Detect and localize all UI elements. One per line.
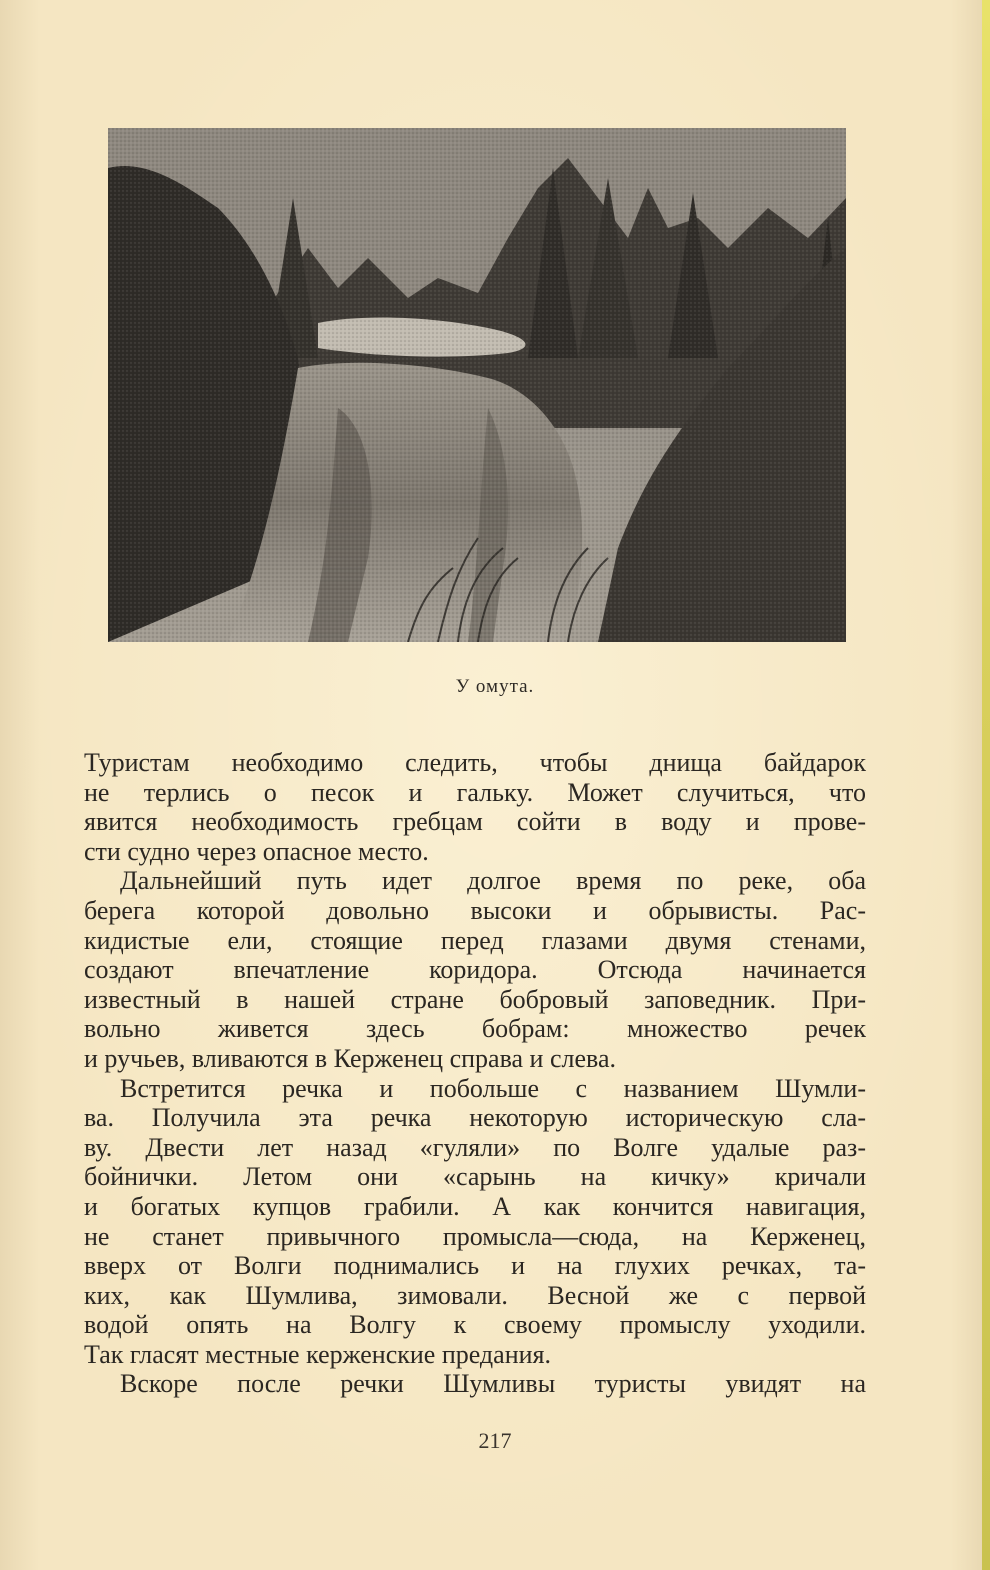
text-line: и ручьев, вливаются в Керженец справа и слева.: [84, 1043, 616, 1073]
text-line: Дальнейший путь идет долгое время по реке, оба: [120, 866, 866, 896]
river-photo: [108, 128, 846, 642]
text-line: Так гласят местные керженские предания.: [84, 1339, 551, 1369]
text-line: не станет привычного промысла—сюда, на Керженец,: [84, 1221, 866, 1251]
photo-caption: У омута.: [455, 676, 535, 697]
text-line: водой опять на Волгу к своему промыслу уходили.: [84, 1310, 866, 1340]
text-line: сти судно через опасное место.: [84, 836, 429, 866]
page-edge: [982, 0, 990, 1570]
body-text: [84, 748, 866, 1399]
text-line: не терлись о песок и гальку. Может случиться, что: [84, 777, 866, 807]
text-line: вольно живется здесь бобрам: множество речек: [84, 1014, 866, 1044]
text-line: Вскоре после речки Шумливы туристы увидят на: [120, 1369, 866, 1399]
text-line: и богатых купцов грабили. А как кончится навигация,: [84, 1191, 866, 1221]
page-number: 217: [478, 1428, 512, 1453]
text-line: ву. Двести лет назад «гуляли» по Волге удалые раз-: [84, 1132, 866, 1162]
text-line: ва. Получила эта речка некоторую историческую сла-: [84, 1103, 866, 1133]
text-line: вверх от Волги поднимались и на глухих речках, та-: [84, 1251, 866, 1281]
text-line: создают впечатление коридора. Отсюда начинается: [84, 955, 866, 985]
text-line: берега которой довольно высоки и обрывисты. Рас-: [84, 895, 866, 925]
text-line: ких, как Шумлива, зимовали. Весной же с первой: [84, 1280, 866, 1310]
text-line: Туристам необходимо следить, чтобы днища байдарок: [84, 748, 866, 777]
text-line: кидистые ели, стоящие перед глазами двумя стенами,: [84, 925, 866, 955]
text-line: бойнички. Летом они «сарынь на кичку» кричали: [84, 1162, 866, 1192]
text-line: явится необходимость гребцам сойти в воду и прове-: [84, 807, 866, 837]
text-line: известный в нашей стране бобровый заповедник. При-: [84, 984, 866, 1014]
river-landscape-photo-icon: [108, 128, 846, 642]
text-line: Встретится речка и побольше с названием Шумли-: [120, 1073, 866, 1103]
